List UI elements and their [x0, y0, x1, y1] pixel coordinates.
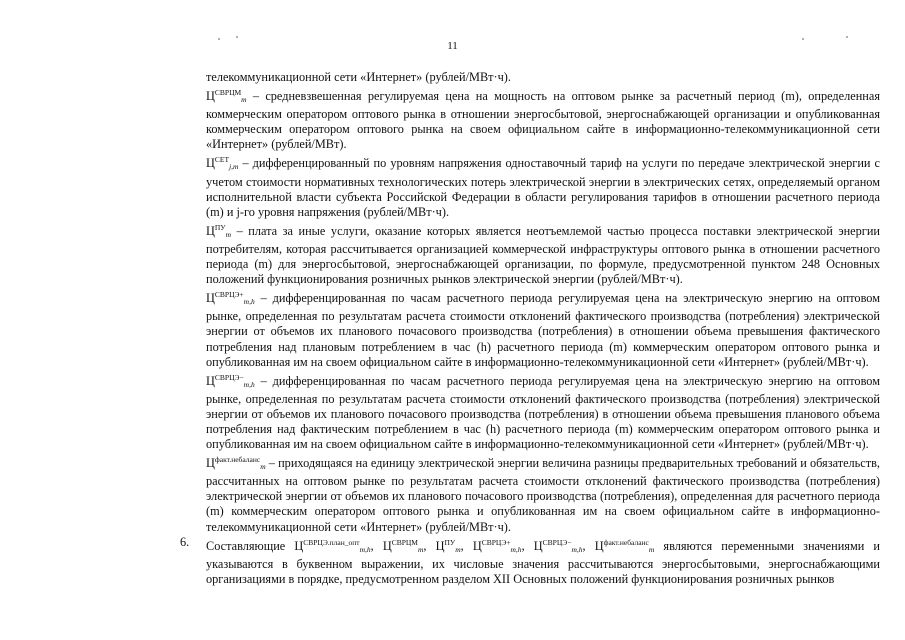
definition-pu: $Ц^{ПУ}_m$ – плата за иные услуги, оказание которых является неотъемлемой частью процесса поставки электрической энергии потребителям, которая рассчитывается организацией коммерческой инфраструктуры оптового рынка в отношении расчетного периода (m) для энергосбытовой, энергоснабжающей организации, по формуле, предусмотренной пунктом 248 Основных положений функционирования розничных рынков электрической энергии (рублей/МВт·ч).: [206, 222, 880, 287]
symbol-neb-ref: $Ц^{факт.небаланс}_m$: [594, 537, 655, 554]
symbol-plus-ref: $Ц^{СВРЦЭ+}_{m,h}$: [472, 537, 522, 554]
symbol-cm: $Ц^{СВРЦМ}_m$: [206, 88, 247, 105]
definition-svrce-minus: $Ц^{СВРЦЭ-}_{m,h}$ – дифференцированная по часам расчетного периода регулируемая цена на электрическую энергию на оптовом рынке, определенная по результатам расчета стоимости отклонений фактического производства (потребления) электрической энергии от объемов их планового почасового производства (потребления) в отношении объема превышения планового объема потребления над фактическим потреблением в час (h) расчетного периода (m) коммерческим оператором оптового рынка и опубликованная им на своем официальном сайте в информационно-телекоммуникационной сети «Интернет» (рублей/МВт·ч).: [206, 372, 880, 452]
paragraph-continuation: телекоммуникационной сети «Интернет» (рублей/МВт·ч).: [206, 70, 511, 84]
symbol-svrce-plus: $Ц^{СВРЦЭ+}_{m,h}$: [206, 290, 255, 307]
scan-speck: [802, 38, 804, 40]
page-number: 11: [447, 40, 458, 52]
symbol-set: $Ц^{СЕТ}_{j,m}$: [206, 155, 239, 172]
symbol-cm-ref: $Ц^{СВРЦМ}_m$: [382, 537, 424, 554]
definition-fact-nebalans: $Ц^{факт.небаланс}_m$ – приходящаяся на единицу электрической энергии величина разницы предварительных требований и обязательств, рассчитанных на оптовом рынке по результатам расчета стоимости отклонений фактического производства (потребления) электрической энергии от объемов их планового почасового производства (потребления), определенная для расчетного периода (m) коммерческим оператором оптового рынка и опубликованная им на своем официальном сайте в информационно-телекоммуникационной сети «Интернет» (рублей/МВт·ч).: [206, 455, 880, 534]
symbol-fact-nebalans: $Ц^{факт.небаланс}_m$: [206, 455, 266, 472]
symbol-minus-ref: $Ц^{СВРЦЭ-}_{m,h}$: [533, 537, 583, 554]
item-number: 6.: [180, 534, 190, 549]
document-body: [180, 70, 881, 587]
scan-speck: [846, 36, 848, 38]
symbol-svrce-minus: $Ц^{СВРЦЭ-}_{m,h}$: [206, 372, 255, 389]
definition-svrce-plus: $Ц^{СВРЦЭ+}_{m,h}$ – дифференцированная по часам расчетного периода регулируемая цена на электрическую энергию на оптовом рынке, определенная по результатам расчета стоимости отклонений фактического производства (потребления) электрической энергии от объемов их планового почасового производства (потребления) в отношении объема превышения фактического потребления над плановым потреблением в час (h) расчетного периода (m) коммерческим оператором оптового рынка и опубликованная им на своем официальном сайте в информационно-телекоммуникационной сети «Интернет» (рублей/МВт·ч).: [206, 290, 880, 369]
scan-speck: [218, 38, 220, 40]
item-6: 6. Составляющие $Ц^{СВРЦЭ.план\_опт}_{m,h}$, $Ц^{СВРЦМ}_m$, $Ц^{ПУ}_m$, $Ц^{СВРЦЭ+}_{m,h}$, $Ц^{СВРЦЭ-}_{m,h}$, $Ц^{факт.небаланс}_m$ являются переменными значениями и указываются в буквенном выражении, их числовые значения рассчитываются энергосбытовыми, энергоснабжающими организациями в порядке, предусмотренном разделом XII Основных положений функционирования розничных рынков: [180, 534, 881, 586]
symbol-pu-ref: $Ц^{ПУ}_m$: [435, 537, 461, 554]
scan-speck: [236, 36, 238, 38]
symbol-pu: $Ц^{ПУ}_m$: [206, 222, 232, 239]
definition-set: $Ц^{СЕТ}_{j,m}$ – дифференцированный по уровням напряжения одноставочный тариф на услуги по передаче электрической энергии с учетом стоимости нормативных технологических потерь электрической энергии в электрических сетях, определяемый органом исполнительной власти субъекта Российской Федерации в области регулирования тарифов в отношении расчетного периода (m) и j-го уровня напряжения (рублей/МВт·ч).: [206, 155, 880, 219]
symbol-plan-opt: $Ц^{СВРЦЭ.план\_опт}_{m,h}$: [294, 537, 371, 554]
definition-cm: $Ц^{СВРЦМ}_m$ – средневзвешенная регулируемая цена на мощность на оптовом рынке за расчетный период (m), определенная коммерческим оператором оптового рынка в отношении энергосбытовой, энергоснабжающей организации и опубликованная коммерческим оператором оптового рынка на своем официальном сайте в информационно-телекоммуникационной сети «Интернет» (рублей/МВт).: [206, 88, 880, 152]
